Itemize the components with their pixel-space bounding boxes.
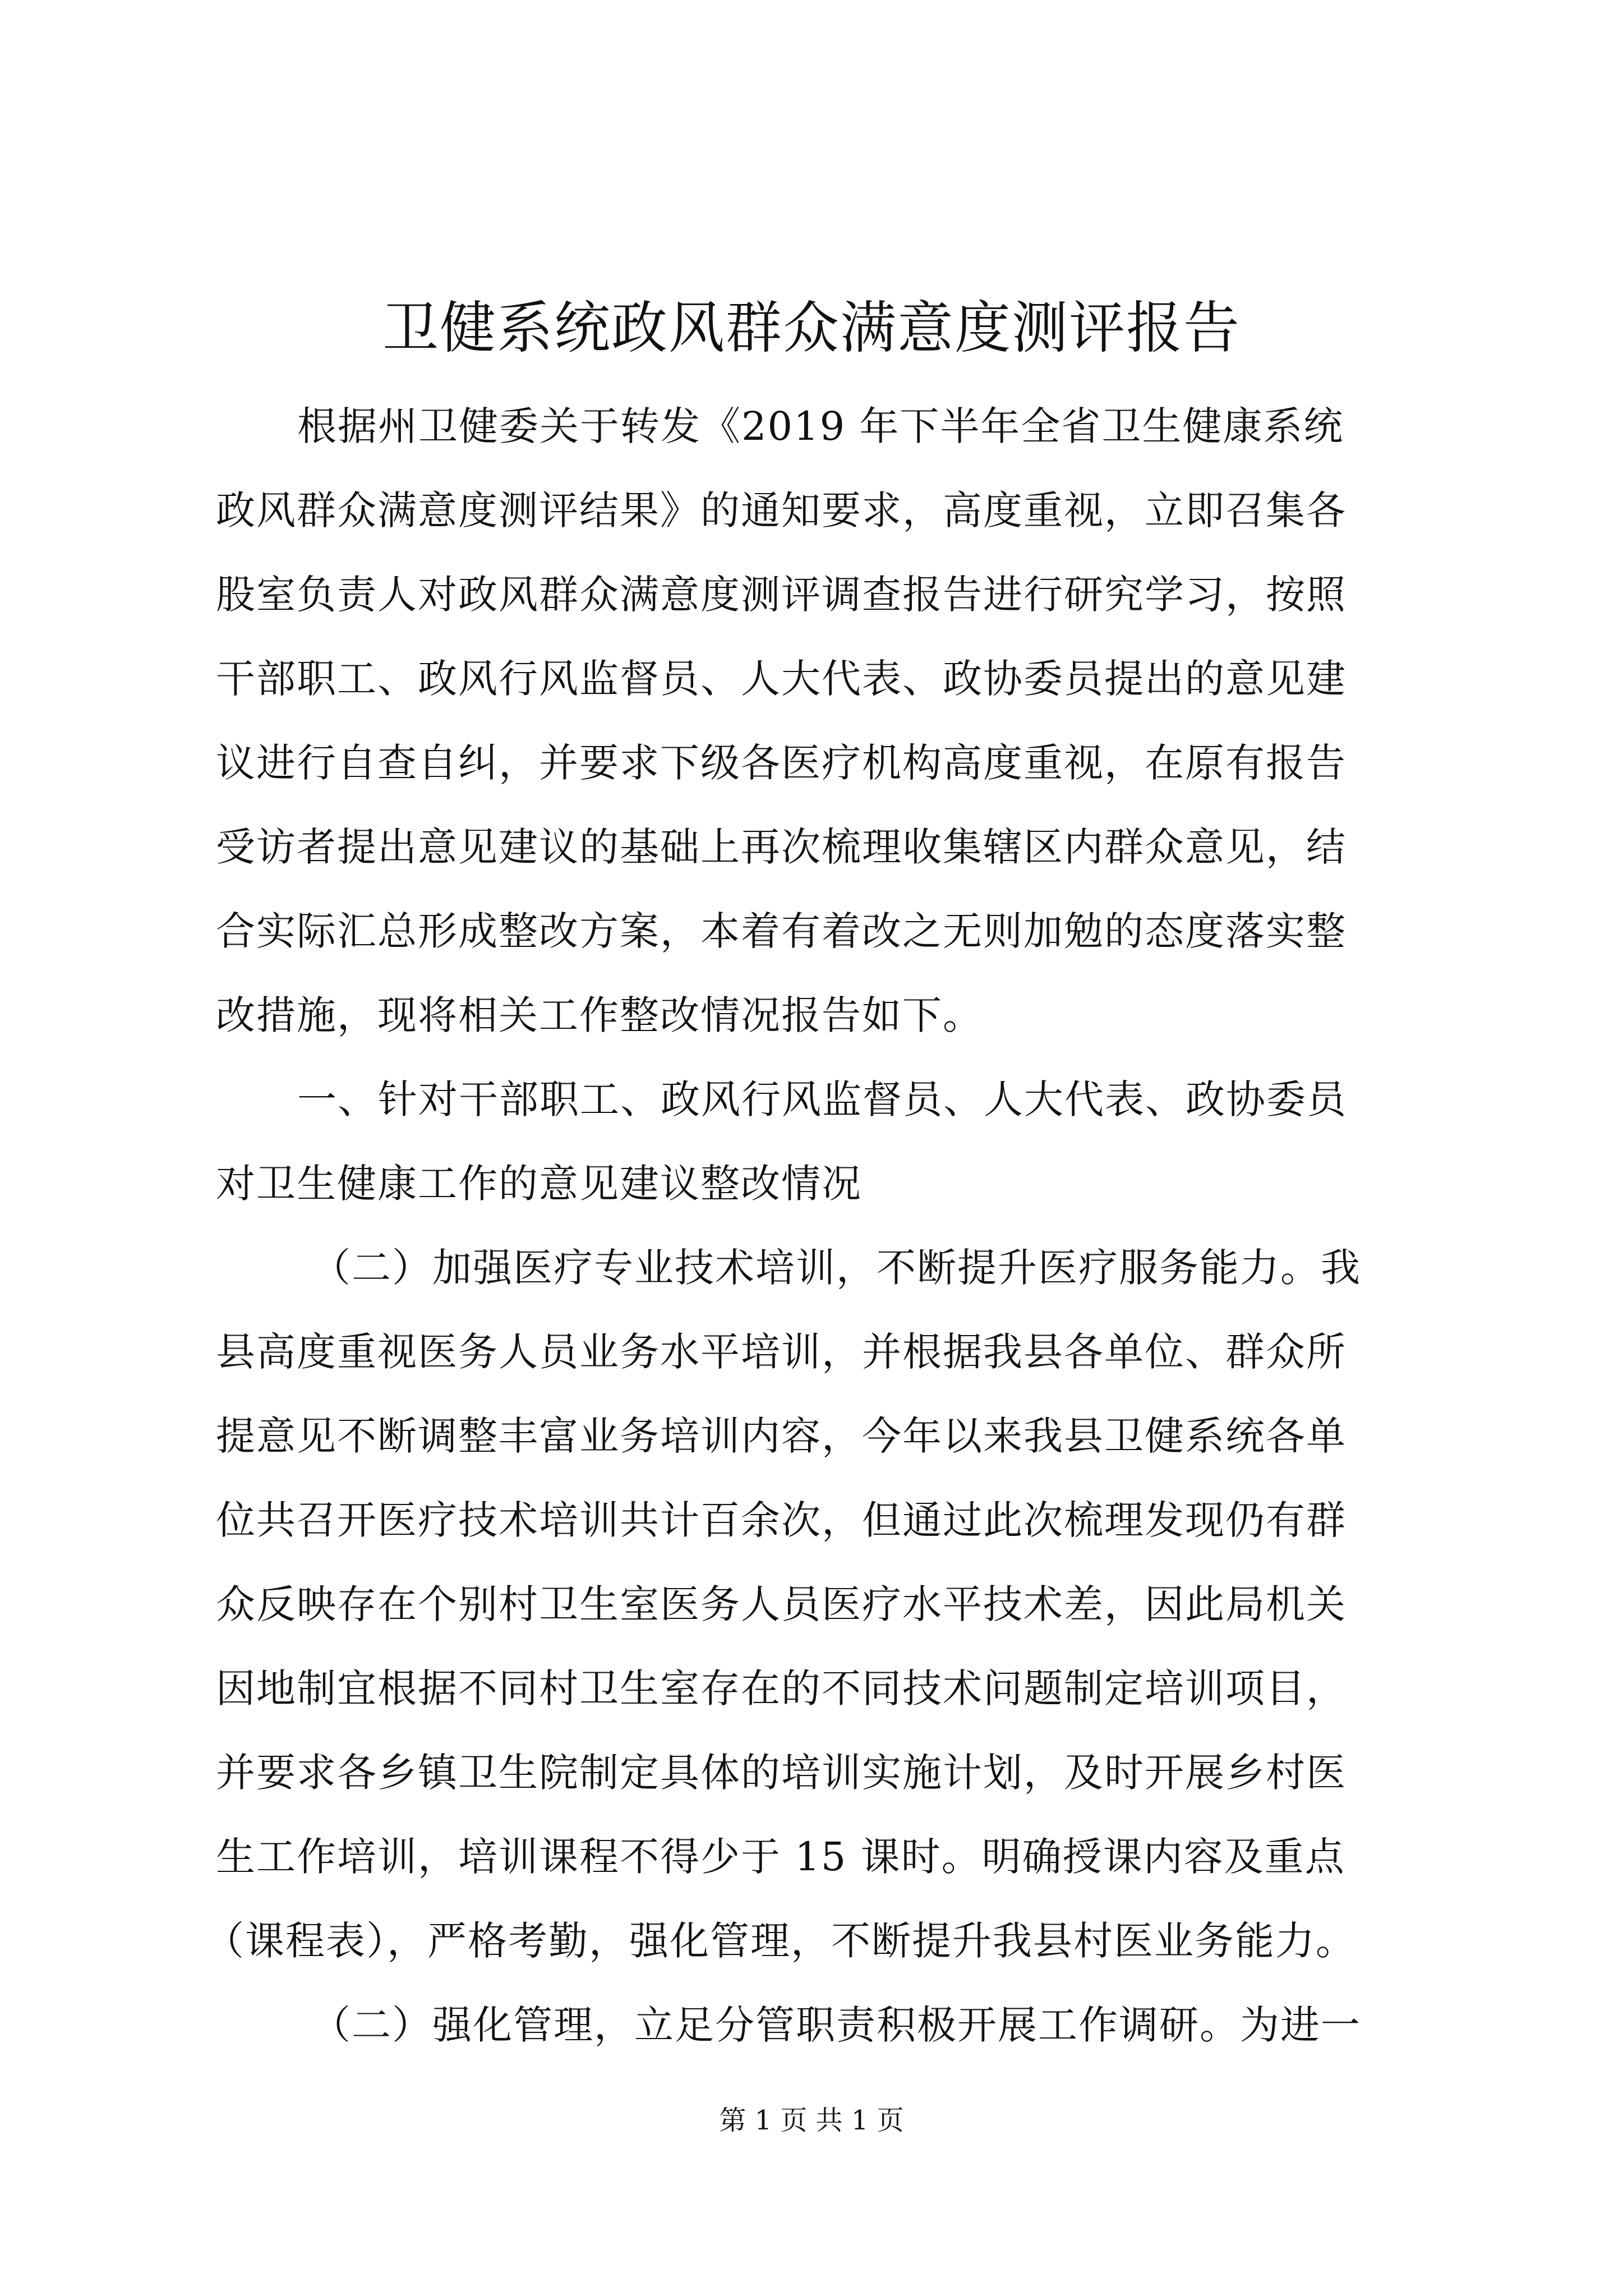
section-heading-line: 对卫生健康工作的意见建议整改情况 (216, 1161, 862, 1207)
paragraph-line: 议进行自查自纠，并要求下级各医疗机构高度重视，在原有报告 (216, 740, 1347, 786)
paragraph-line: 并要求各乡镇卫生院制定具体的培训实施计划，及时开展乡村医 (216, 1750, 1347, 1796)
paragraph-line: （二）强化管理，立足分管职责积极开展工作调研。为进一 (311, 2002, 1361, 2048)
paragraph-line: （二）加强医疗专业技术培训，不断提升医疗服务能力。我 (311, 1245, 1361, 1291)
paragraph-line: 提意见不断调整丰富业务培训内容，今年以来我县卫健系统各单 (216, 1413, 1347, 1459)
document-title: 卫健系统政风群众满意度测评报告 (382, 295, 1241, 361)
paragraph-line: 改措施，现将相关工作整改情况报告如下。 (216, 992, 983, 1038)
paragraph-line: 生工作培训，培训课程不得少于 15 课时。明确授课内容及重点 (216, 1834, 1345, 1880)
paragraph-line: 合实际汇总形成整改方案，本着有着改之无则加勉的态度落实整 (216, 908, 1347, 954)
section-heading-line: 一、针对干部职工、政风行风监督员、人大代表、政协委员 (297, 1076, 1347, 1122)
paragraph-line: 股室负责人对政风群众满意度测评调查报告进行研究学习，按照 (216, 572, 1347, 618)
paragraph-line: 根据州卫健委关于转发《2019 年下半年全省卫生健康系统 (297, 403, 1344, 449)
paragraph-line: 受访者提出意见建议的基础上再次梳理收集辖区内群众意见，结 (216, 824, 1347, 870)
page-footer: 第 1 页 共 1 页 (719, 2105, 904, 2136)
paragraph-line: （课程表），严格考勤，强化管理，不断提升我县村医业务能力。 (205, 1918, 1356, 1964)
paragraph-line: 位共召开医疗技术培训共计百余次，但通过此次梳理发现仍有群 (216, 1497, 1347, 1543)
paragraph-line: 因地制宜根据不同村卫生室存在的不同技术问题制定培训项目， (216, 1665, 1347, 1711)
paragraph-line: 干部职工、政风行风监督员、人大代表、政协委员提出的意见建 (216, 656, 1347, 702)
paragraph-line: 政风群众满意度测评结果》的通知要求，高度重视，立即召集各 (216, 487, 1347, 533)
paragraph-line: 县高度重视医务人员业务水平培训，并根据我县各单位、群众所 (216, 1329, 1347, 1375)
paragraph-line: 众反映存在个别村卫生室医务人员医疗水平技术差，因此局机关 (216, 1581, 1347, 1627)
